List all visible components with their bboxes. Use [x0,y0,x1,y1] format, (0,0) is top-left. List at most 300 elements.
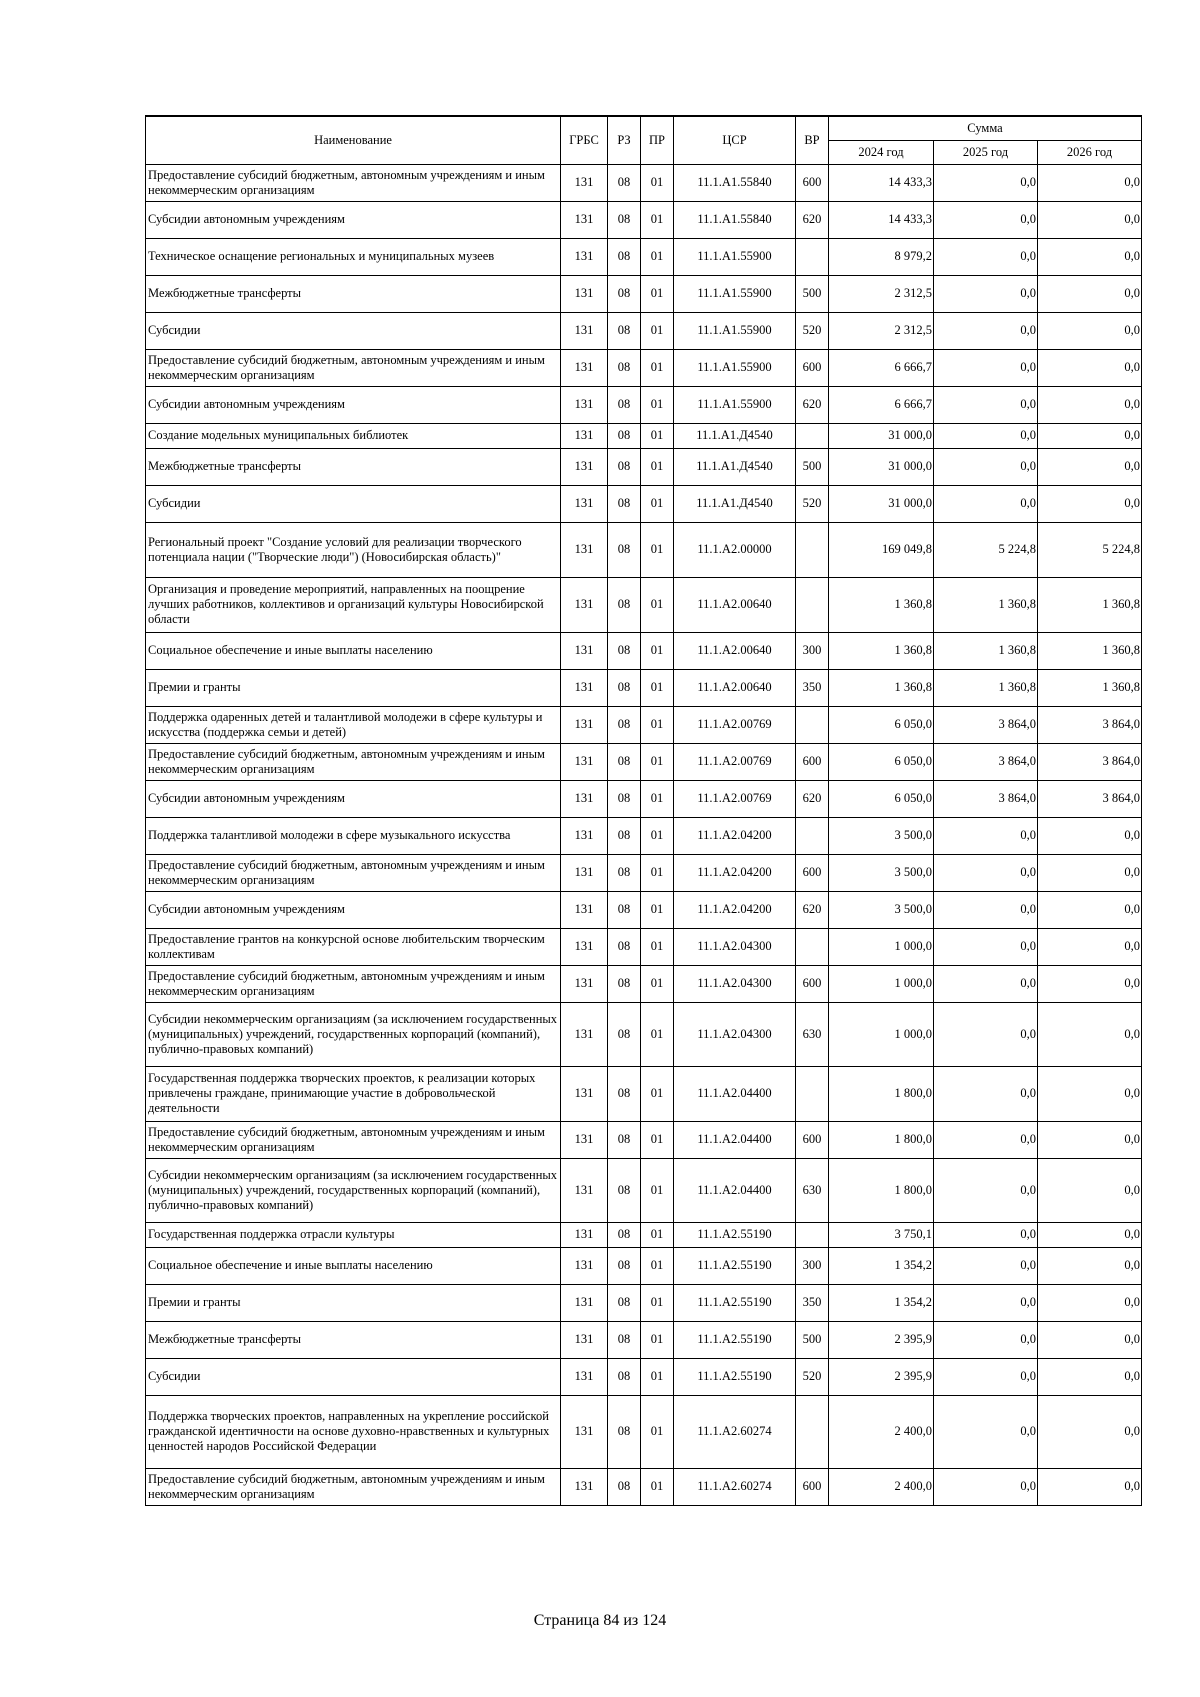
cell-2025: 0,0 [934,1358,1038,1395]
cell-2025: 0,0 [934,1121,1038,1158]
cell-rz: 08 [608,1158,641,1222]
cell-pr: 01 [641,632,674,669]
cell-2026: 0,0 [1038,1002,1142,1066]
cell-name: Субсидии некоммерческим организациям (за исключением государственных (муниципальных) учреждений, государственных корпораций (компаний), публично-правовых компаний) [146,1158,561,1222]
cell-name: Предоставление субсидий бюджетным, автономным учреждениям и иным некоммерческим организациям [146,349,561,386]
cell-name: Организация и проведение мероприятий, направленных на поощрение лучших работников, коллективов и организаций культуры Новосибирской области [146,577,561,632]
cell-pr: 01 [641,1395,674,1468]
cell-2024: 1 800,0 [829,1066,934,1121]
cell-2024: 1 000,0 [829,965,934,1002]
table-row [146,312,1142,349]
cell-2025: 0,0 [934,275,1038,312]
cell-2026: 0,0 [1038,423,1142,448]
cell-2026: 3 864,0 [1038,706,1142,743]
cell-vr: 620 [796,891,829,928]
cell-2024: 2 400,0 [829,1468,934,1505]
cell-2025: 0,0 [934,164,1038,201]
header-pr: ПР [641,116,674,164]
cell-2026: 0,0 [1038,275,1142,312]
table-row [146,201,1142,238]
cell-2026: 0,0 [1038,1247,1142,1284]
cell-name: Поддержка талантливой молодежи в сфере музыкального искусства [146,817,561,854]
table-row [146,238,1142,275]
cell-name: Субсидии [146,312,561,349]
cell-2024: 31 000,0 [829,423,934,448]
cell-vr: 520 [796,485,829,522]
cell-vr: 600 [796,1121,829,1158]
cell-csr: 11.1.А2.04200 [674,854,796,891]
table-row [146,577,1142,632]
table-row [146,1247,1142,1284]
cell-2026: 1 360,8 [1038,669,1142,706]
cell-csr: 11.1.А2.00640 [674,632,796,669]
cell-2024: 2 400,0 [829,1395,934,1468]
page-number: Страница 84 из 124 [533,1612,667,1629]
cell-name: Субсидии автономным учреждениям [146,201,561,238]
cell-grbs: 131 [561,238,608,275]
cell-name: Поддержка творческих проектов, направленных на укрепление российской гражданской идентичности на основе духовно-нравственных и культурных ценностей народов Российской Федерации [146,1395,561,1468]
cell-2024: 2 312,5 [829,275,934,312]
cell-rz: 08 [608,349,641,386]
cell-2026: 1 360,8 [1038,632,1142,669]
cell-2024: 3 500,0 [829,854,934,891]
table-row [146,522,1142,577]
table-row [146,164,1142,201]
cell-rz: 08 [608,854,641,891]
cell-grbs: 131 [561,577,608,632]
cell-2026: 0,0 [1038,928,1142,965]
cell-2024: 6 050,0 [829,780,934,817]
header-vr: ВР [796,116,829,164]
cell-vr: 600 [796,965,829,1002]
cell-vr [796,238,829,275]
table-row [146,423,1142,448]
table-row [146,743,1142,780]
cell-grbs: 131 [561,817,608,854]
cell-pr: 01 [641,1002,674,1066]
cell-2026: 0,0 [1038,854,1142,891]
cell-grbs: 131 [561,928,608,965]
cell-pr: 01 [641,275,674,312]
cell-pr: 01 [641,1158,674,1222]
cell-name: Поддержка одаренных детей и талантливой молодежи в сфере культуры и искусства (поддержка семьи и детей) [146,706,561,743]
cell-name: Предоставление субсидий бюджетным, автономным учреждениям и иным некоммерческим организациям [146,743,561,780]
cell-vr: 300 [796,1247,829,1284]
cell-2025: 0,0 [934,386,1038,423]
cell-grbs: 131 [561,965,608,1002]
table-row [146,349,1142,386]
cell-vr [796,1395,829,1468]
cell-vr: 620 [796,780,829,817]
table-row [146,965,1142,1002]
cell-pr: 01 [641,448,674,485]
cell-2025: 0,0 [934,928,1038,965]
cell-rz: 08 [608,965,641,1002]
cell-2024: 1 354,2 [829,1284,934,1321]
cell-pr: 01 [641,386,674,423]
cell-csr: 11.1.А2.00640 [674,577,796,632]
cell-name: Предоставление субсидий бюджетным, автономным учреждениям и иным некоммерческим организациям [146,965,561,1002]
cell-2026: 0,0 [1038,965,1142,1002]
header-csr: ЦСР [674,116,796,164]
cell-pr: 01 [641,349,674,386]
cell-2026: 0,0 [1038,485,1142,522]
cell-2025: 0,0 [934,1321,1038,1358]
cell-vr: 350 [796,1284,829,1321]
cell-rz: 08 [608,1395,641,1468]
cell-2024: 1 360,8 [829,577,934,632]
cell-2025: 0,0 [934,1247,1038,1284]
cell-rz: 08 [608,423,641,448]
cell-2026: 0,0 [1038,1158,1142,1222]
cell-2025: 5 224,8 [934,522,1038,577]
cell-csr: 11.1.А2.60274 [674,1468,796,1505]
cell-vr: 600 [796,743,829,780]
cell-grbs: 131 [561,1121,608,1158]
cell-csr: 11.1.А2.55190 [674,1358,796,1395]
cell-2025: 0,0 [934,1395,1038,1468]
cell-2026: 0,0 [1038,1468,1142,1505]
cell-vr [796,1066,829,1121]
cell-pr: 01 [641,1121,674,1158]
cell-2026: 0,0 [1038,1121,1142,1158]
cell-2026: 0,0 [1038,1284,1142,1321]
table-row [146,1121,1142,1158]
cell-grbs: 131 [561,632,608,669]
cell-pr: 01 [641,1247,674,1284]
cell-rz: 08 [608,1247,641,1284]
cell-vr [796,577,829,632]
cell-rz: 08 [608,275,641,312]
cell-name: Региональный проект "Создание условий для реализации творческого потенциала нации ("Творческие люди") (Новосибирская область)" [146,522,561,577]
cell-grbs: 131 [561,1395,608,1468]
cell-2024: 31 000,0 [829,448,934,485]
cell-2025: 1 360,8 [934,577,1038,632]
cell-2024: 6 666,7 [829,386,934,423]
cell-vr: 620 [796,386,829,423]
cell-name: Предоставление субсидий бюджетным, автономным учреждениям и иным некоммерческим организациям [146,164,561,201]
cell-rz: 08 [608,201,641,238]
cell-2026: 5 224,8 [1038,522,1142,577]
cell-grbs: 131 [561,780,608,817]
cell-2025: 0,0 [934,1158,1038,1222]
cell-2024: 1 000,0 [829,1002,934,1066]
cell-csr: 11.1.А2.04400 [674,1158,796,1222]
cell-vr: 600 [796,349,829,386]
cell-csr: 11.1.А2.55190 [674,1284,796,1321]
cell-vr: 620 [796,201,829,238]
cell-csr: 11.1.А2.00769 [674,780,796,817]
cell-pr: 01 [641,1222,674,1247]
cell-grbs: 131 [561,275,608,312]
cell-2024: 2 312,5 [829,312,934,349]
header-2026: 2026 год [1038,140,1142,164]
cell-pr: 01 [641,706,674,743]
cell-vr [796,706,829,743]
cell-grbs: 131 [561,1222,608,1247]
cell-rz: 08 [608,743,641,780]
cell-csr: 11.1.А1.55840 [674,201,796,238]
cell-rz: 08 [608,928,641,965]
table-row [146,448,1142,485]
cell-name: Субсидии [146,1358,561,1395]
cell-2026: 0,0 [1038,1066,1142,1121]
cell-name: Создание модельных муниципальных библиотек [146,423,561,448]
cell-name: Предоставление субсидий бюджетным, автономным учреждениям и иным некоммерческим организациям [146,1121,561,1158]
cell-vr: 600 [796,1468,829,1505]
cell-2026: 0,0 [1038,238,1142,275]
cell-2025: 1 360,8 [934,669,1038,706]
table-row [146,669,1142,706]
cell-grbs: 131 [561,349,608,386]
cell-name: Межбюджетные трансферты [146,448,561,485]
cell-rz: 08 [608,164,641,201]
cell-2025: 0,0 [934,1066,1038,1121]
cell-csr: 11.1.А2.04300 [674,965,796,1002]
cell-2025: 0,0 [934,1002,1038,1066]
cell-pr: 01 [641,485,674,522]
cell-name: Субсидии автономным учреждениям [146,780,561,817]
cell-2025: 0,0 [934,1284,1038,1321]
cell-2024: 169 049,8 [829,522,934,577]
cell-name: Премии и гранты [146,669,561,706]
table-row [146,928,1142,965]
header-name: Наименование [146,116,561,164]
table-row [146,1158,1142,1222]
cell-name: Субсидии [146,485,561,522]
cell-vr: 350 [796,669,829,706]
cell-grbs: 131 [561,423,608,448]
cell-2025: 1 360,8 [934,632,1038,669]
cell-2024: 2 395,9 [829,1358,934,1395]
cell-2025: 0,0 [934,448,1038,485]
cell-name: Предоставление субсидий бюджетным, автономным учреждениям и иным некоммерческим организациям [146,1468,561,1505]
cell-pr: 01 [641,1066,674,1121]
cell-csr: 11.1.А2.04200 [674,891,796,928]
cell-rz: 08 [608,780,641,817]
cell-name: Социальное обеспечение и иные выплаты населению [146,1247,561,1284]
cell-2026: 0,0 [1038,201,1142,238]
cell-grbs: 131 [561,1284,608,1321]
cell-2024: 14 433,3 [829,201,934,238]
cell-rz: 08 [608,1222,641,1247]
cell-2025: 0,0 [934,423,1038,448]
cell-grbs: 131 [561,448,608,485]
cell-pr: 01 [641,522,674,577]
cell-name: Предоставление грантов на конкурсной основе любительским творческим коллективам [146,928,561,965]
cell-2025: 0,0 [934,238,1038,275]
cell-2024: 14 433,3 [829,164,934,201]
cell-2026: 0,0 [1038,386,1142,423]
cell-vr: 600 [796,164,829,201]
cell-2026: 0,0 [1038,891,1142,928]
cell-2025: 0,0 [934,1468,1038,1505]
cell-vr [796,817,829,854]
cell-2025: 0,0 [934,485,1038,522]
cell-grbs: 131 [561,1321,608,1358]
cell-name: Премии и гранты [146,1284,561,1321]
cell-vr: 520 [796,1358,829,1395]
cell-csr: 11.1.А1.Д4540 [674,423,796,448]
cell-csr: 11.1.А1.55900 [674,312,796,349]
cell-pr: 01 [641,854,674,891]
cell-2024: 8 979,2 [829,238,934,275]
cell-csr: 11.1.А1.55900 [674,275,796,312]
cell-vr: 520 [796,312,829,349]
table-row [146,1066,1142,1121]
cell-vr: 500 [796,448,829,485]
cell-grbs: 131 [561,1468,608,1505]
cell-2026: 3 864,0 [1038,743,1142,780]
cell-vr: 500 [796,275,829,312]
cell-rz: 08 [608,1066,641,1121]
cell-2025: 0,0 [934,349,1038,386]
cell-grbs: 131 [561,706,608,743]
cell-2026: 0,0 [1038,817,1142,854]
cell-name: Государственная поддержка творческих проектов, к реализации которых привлечены граждане, принимающие участие в добровольческой деятельности [146,1066,561,1121]
table-row [146,1321,1142,1358]
cell-2025: 3 864,0 [934,743,1038,780]
cell-2024: 3 500,0 [829,891,934,928]
cell-2025: 0,0 [934,201,1038,238]
header-2025: 2025 год [934,140,1038,164]
table-row [146,854,1142,891]
cell-vr: 600 [796,854,829,891]
cell-2025: 3 864,0 [934,706,1038,743]
cell-2026: 0,0 [1038,164,1142,201]
cell-rz: 08 [608,1121,641,1158]
cell-csr: 11.1.А1.Д4540 [674,485,796,522]
cell-grbs: 131 [561,485,608,522]
cell-csr: 11.1.А1.55900 [674,386,796,423]
cell-rz: 08 [608,1284,641,1321]
cell-grbs: 131 [561,312,608,349]
cell-vr: 300 [796,632,829,669]
cell-2024: 1 360,8 [829,632,934,669]
cell-2026: 0,0 [1038,1358,1142,1395]
cell-2024: 6 050,0 [829,706,934,743]
cell-rz: 08 [608,238,641,275]
cell-2025: 0,0 [934,312,1038,349]
table-header [146,116,1142,164]
cell-2024: 1 000,0 [829,928,934,965]
cell-grbs: 131 [561,522,608,577]
table-row [146,1284,1142,1321]
cell-grbs: 131 [561,1358,608,1395]
cell-rz: 08 [608,891,641,928]
table-row [146,386,1142,423]
cell-2024: 1 800,0 [829,1121,934,1158]
cell-pr: 01 [641,423,674,448]
cell-csr: 11.1.А1.Д4540 [674,448,796,485]
cell-pr: 01 [641,743,674,780]
cell-grbs: 131 [561,201,608,238]
cell-grbs: 131 [561,854,608,891]
cell-csr: 11.1.А2.00640 [674,669,796,706]
cell-name: Государственная поддержка отрасли культуры [146,1222,561,1247]
cell-csr: 11.1.А2.55190 [674,1321,796,1358]
cell-grbs: 131 [561,891,608,928]
table-row [146,1468,1142,1505]
cell-pr: 01 [641,577,674,632]
cell-rz: 08 [608,817,641,854]
table-row [146,632,1142,669]
cell-2026: 0,0 [1038,1395,1142,1468]
cell-pr: 01 [641,1358,674,1395]
cell-pr: 01 [641,780,674,817]
header-grbs: ГРБС [561,116,608,164]
cell-rz: 08 [608,706,641,743]
cell-grbs: 131 [561,386,608,423]
cell-rz: 08 [608,1002,641,1066]
cell-2025: 0,0 [934,965,1038,1002]
cell-name: Социальное обеспечение и иные выплаты населению [146,632,561,669]
cell-name: Субсидии автономным учреждениям [146,386,561,423]
cell-rz: 08 [608,577,641,632]
cell-pr: 01 [641,201,674,238]
cell-pr: 01 [641,928,674,965]
cell-2026: 0,0 [1038,349,1142,386]
table-row [146,485,1142,522]
cell-csr: 11.1.А2.60274 [674,1395,796,1468]
cell-rz: 08 [608,669,641,706]
cell-2024: 6 050,0 [829,743,934,780]
header-2024: 2024 год [829,140,934,164]
cell-csr: 11.1.А1.55840 [674,164,796,201]
cell-rz: 08 [608,1321,641,1358]
header-sum: Сумма [829,116,1142,140]
cell-2026: 0,0 [1038,448,1142,485]
cell-pr: 01 [641,238,674,275]
cell-rz: 08 [608,1468,641,1505]
cell-2024: 1 800,0 [829,1158,934,1222]
cell-csr: 11.1.А1.55900 [674,349,796,386]
cell-2024: 1 354,2 [829,1247,934,1284]
cell-2024: 31 000,0 [829,485,934,522]
budget-table [145,115,1142,1506]
cell-vr: 630 [796,1002,829,1066]
cell-rz: 08 [608,632,641,669]
cell-csr: 11.1.А2.55190 [674,1222,796,1247]
cell-csr: 11.1.А2.04200 [674,817,796,854]
table-row [146,1358,1142,1395]
cell-name: Предоставление субсидий бюджетным, автономным учреждениям и иным некоммерческим организациям [146,854,561,891]
table-row [146,891,1142,928]
table-row [146,706,1142,743]
cell-rz: 08 [608,312,641,349]
table-row [146,1222,1142,1247]
table-row [146,1395,1142,1468]
cell-csr: 11.1.А2.55190 [674,1247,796,1284]
cell-name: Субсидии автономным учреждениям [146,891,561,928]
cell-2026: 3 864,0 [1038,780,1142,817]
cell-2024: 2 395,9 [829,1321,934,1358]
cell-name: Межбюджетные трансферты [146,1321,561,1358]
cell-vr [796,423,829,448]
cell-2025: 0,0 [934,891,1038,928]
cell-name: Межбюджетные трансферты [146,275,561,312]
cell-rz: 08 [608,485,641,522]
cell-rz: 08 [608,522,641,577]
cell-grbs: 131 [561,164,608,201]
cell-pr: 01 [641,891,674,928]
cell-2026: 0,0 [1038,312,1142,349]
cell-csr: 11.1.А2.04300 [674,928,796,965]
cell-vr [796,1222,829,1247]
cell-2025: 0,0 [934,1222,1038,1247]
cell-2026: 0,0 [1038,1321,1142,1358]
cell-grbs: 131 [561,1002,608,1066]
